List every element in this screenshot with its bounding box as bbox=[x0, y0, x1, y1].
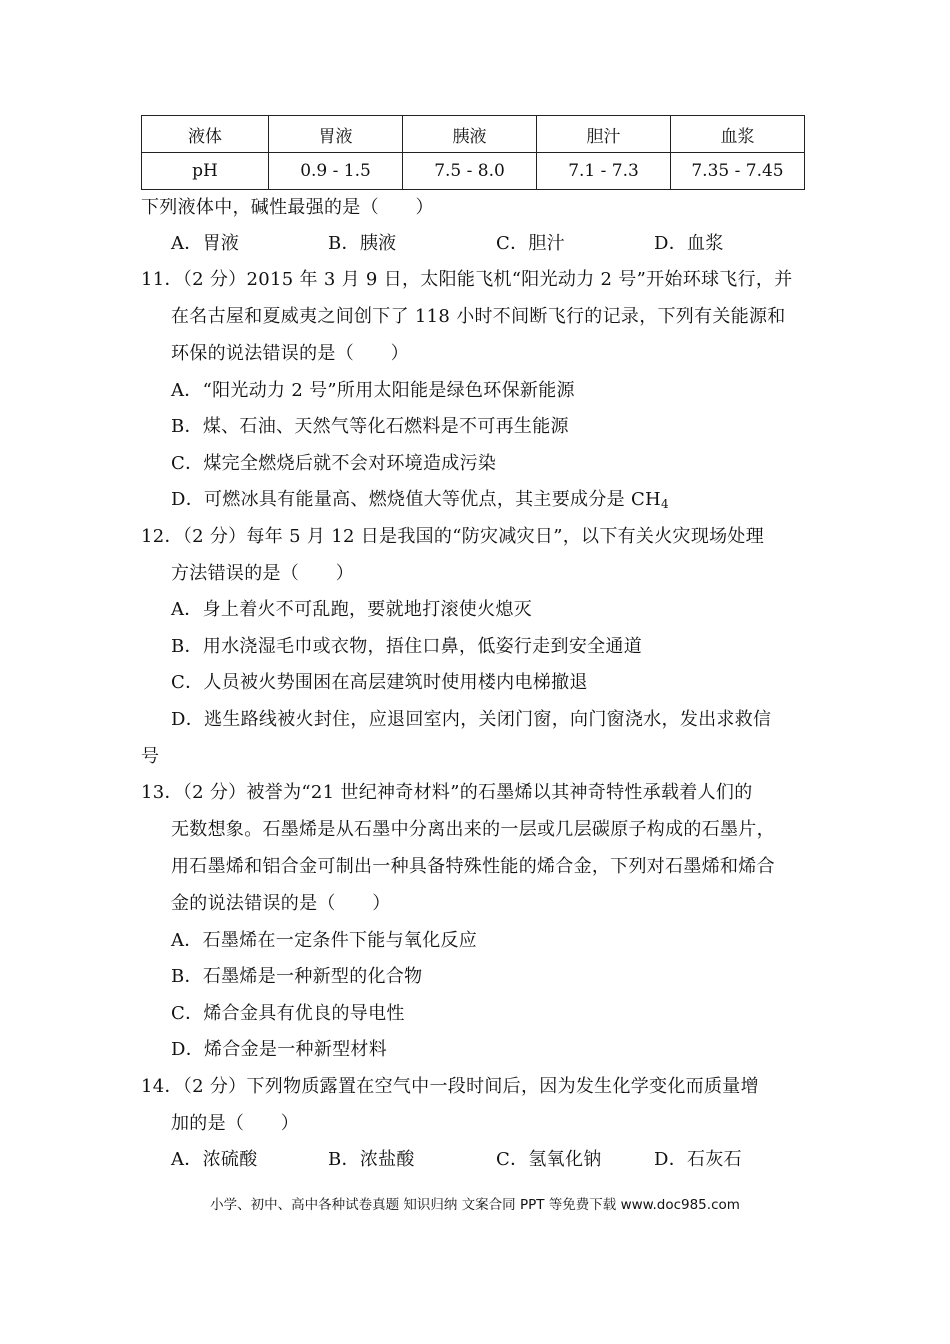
q12-option-a: A．身上着火不可乱跑，要就地打滚使火熄灭 bbox=[171, 599, 532, 620]
q10-option-b: B．胰液 bbox=[328, 233, 397, 254]
q11-option-d-text: D．可燃冰具有能量高、燃烧值大等优点，其主要成分是 CH bbox=[171, 489, 662, 510]
q10-option-d: D．血浆 bbox=[654, 233, 724, 254]
question-12-line: 12．（2 分）每年 5 月 12 日是我国的“防灾减灾日”，以下有关火灾现场处理 bbox=[141, 526, 765, 547]
q12-option-d-tail: 号 bbox=[141, 746, 160, 767]
table-header-row bbox=[142, 116, 805, 153]
question-14-line: 14．（2 分）下列物质露置在空气中一段时间后，因为发生化学变化而质量增 bbox=[141, 1076, 759, 1097]
q12-option-b: B．用水浇湿毛巾或衣物，捂住口鼻，低姿行走到安全通道 bbox=[171, 636, 643, 657]
question-14-line: 加的是（ ） bbox=[171, 1113, 300, 1134]
ch4-subscript: 4 bbox=[661, 497, 669, 511]
q10-option-a: A．胃液 bbox=[171, 233, 240, 254]
q11-option-a: A．“阳光动力 2 号”所用太阳能是绿色环保新能源 bbox=[171, 380, 575, 401]
question-12-line: 方法错误的是（ ） bbox=[171, 563, 354, 584]
table-row bbox=[142, 153, 805, 190]
q13-option-b: B．石墨烯是一种新型的化合物 bbox=[171, 966, 423, 987]
q14-option-d: D．石灰石 bbox=[654, 1149, 742, 1170]
q13-option-d: D．烯合金是一种新型材料 bbox=[171, 1039, 388, 1060]
q14-option-c: C．氢氧化钠 bbox=[496, 1149, 602, 1170]
table-cell: 胆汁 bbox=[537, 116, 671, 153]
q11-option-b: B．煤、石油、天然气等化石燃料是不可再生能源 bbox=[171, 416, 569, 437]
question-13-line: 金的说法错误的是（ ） bbox=[171, 893, 391, 914]
q13-option-a: A．石墨烯在一定条件下能与氧化反应 bbox=[171, 930, 478, 951]
table-cell: 0.9 - 1.5 bbox=[269, 153, 403, 190]
question-13-line: 无数想象。石墨烯是从石墨中分离出来的一层或几层碳原子构成的石墨片， bbox=[171, 819, 775, 840]
question-11-line: 在名古屋和夏威夷之间创下了 118 小时不间断飞行的记录，下列有关能源和 bbox=[171, 306, 786, 327]
question-11-line: 环保的说法错误的是（ ） bbox=[171, 343, 409, 364]
q12-option-d: D．逃生路线被火封住，应退回室内，关闭门窗，向门窗浇水，发出求救信 bbox=[171, 709, 772, 730]
table-cell: 7.35 - 7.45 bbox=[671, 153, 805, 190]
q14-option-b: B．浓盐酸 bbox=[328, 1149, 415, 1170]
question-11-line: 11．（2 分）2015 年 3 月 9 日，太阳能飞机“阳光动力 2 号”开始环球飞行，并 bbox=[141, 269, 793, 290]
table-cell: 胰液 bbox=[403, 116, 537, 153]
table-cell: 液体 bbox=[142, 116, 269, 153]
q11-option-c: C．煤完全燃烧后就不会对环境造成污染 bbox=[171, 453, 497, 474]
q13-option-c: C．烯合金具有优良的导电性 bbox=[171, 1003, 405, 1024]
table-cell: 7.1 - 7.3 bbox=[537, 153, 671, 190]
q11-option-d bbox=[171, 488, 669, 512]
page-footer: 小学、初中、高中各种试卷真题 知识归纳 文案合同 PPT 等免费下载 www.doc985.com bbox=[210, 1197, 740, 1213]
table-cell: 胃液 bbox=[269, 116, 403, 153]
table-cell: 7.5 - 8.0 bbox=[403, 153, 537, 190]
table-cell: 血浆 bbox=[671, 116, 805, 153]
q14-option-a: A．浓硫酸 bbox=[171, 1149, 258, 1170]
table-cell: pH bbox=[142, 153, 269, 190]
q10-option-c: C．胆汁 bbox=[496, 233, 565, 254]
question-10-stem: 下列液体中，碱性最强的是（ ） bbox=[141, 197, 434, 218]
q12-option-c: C．人员被火势围困在高层建筑时使用楼内电梯撤退 bbox=[171, 672, 588, 693]
question-13-line: 用石墨烯和铝合金可制出一种具备特殊性能的烯合金，下列对石墨烯和烯合 bbox=[171, 856, 775, 877]
question-13-line: 13．（2 分）被誉为“21 世纪神奇材料”的石墨烯以其神奇特性承载着人们的 bbox=[141, 782, 753, 803]
ph-table bbox=[141, 115, 805, 190]
